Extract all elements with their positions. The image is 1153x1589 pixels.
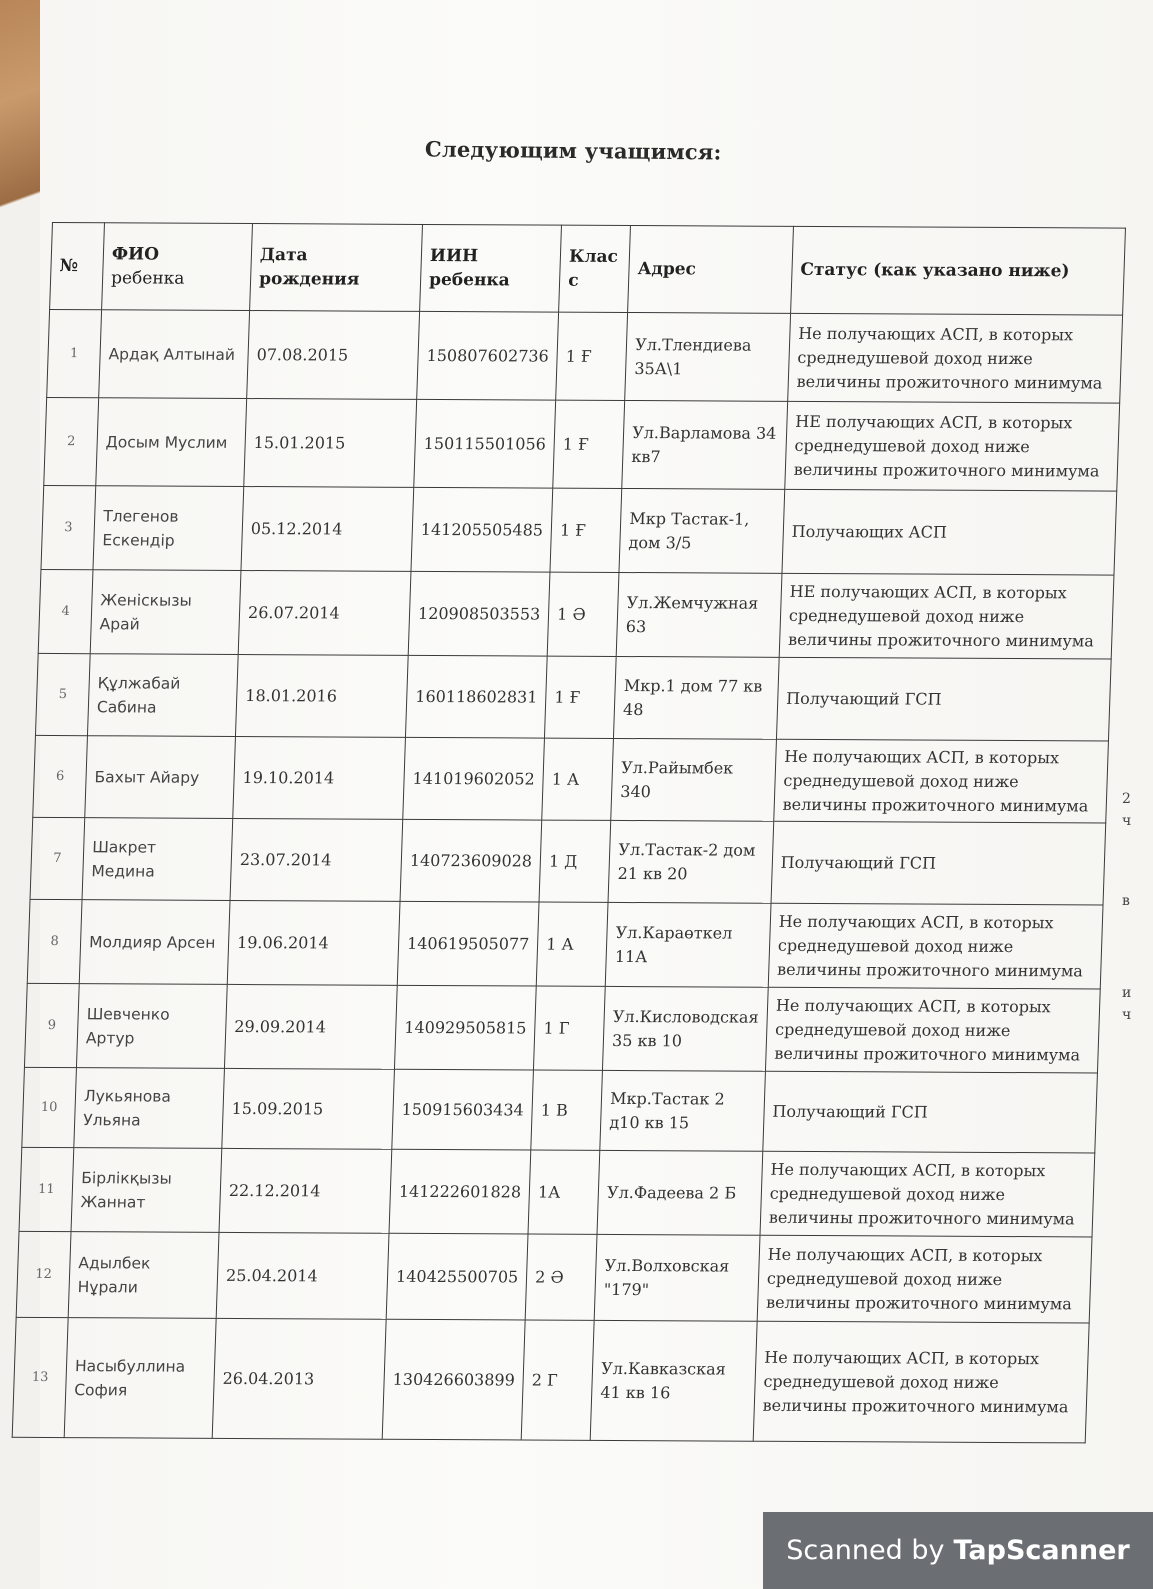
header-name-line2: ребенка [110,268,185,289]
header-iin [420,224,562,312]
row-num: 7 [30,817,85,899]
row-name: Насыбуллина София [64,1318,216,1439]
row-class: 1А [528,1150,600,1234]
header-iin-line1: ИИН [429,245,479,267]
row-iin: 140929505815 [394,985,536,1070]
row-status: Не получающих АСП, в которых среднедушевой доход ниже величины прожиточного минимума [774,739,1109,823]
table-header-row [50,223,1126,316]
row-status: Получающий ГСП [776,657,1111,741]
row-num: 8 [27,899,82,983]
header-address: Адрес [628,226,794,314]
row-status: Не получающих АСП, в которых среднедушевой доход ниже величины прожиточного минимума [768,903,1103,989]
row-dob: 26.07.2014 [238,570,411,655]
row-address: Ул.Тастак-2 дом 21 кв 20 [608,820,773,903]
row-class: 1 Ғ [550,488,622,572]
row-status: НЕ получающих АСП, в которых среднедушевой доход ниже величины прожиточного минимума [785,401,1120,491]
row-name: Шакрет Медина [82,818,233,901]
row-dob: 15.01.2015 [244,399,417,488]
row-iin: 130426603899 [382,1319,525,1440]
watermark-prefix: Scanned by [786,1535,945,1566]
table-row [24,983,1100,1073]
row-iin: 150807602736 [417,311,559,400]
table-row [27,899,1103,989]
row-class: 1 Ә [547,572,619,656]
row-address: Мкр Тастак-1, дом 3/5 [619,488,784,573]
row-address: Ул.Кавказская 41 кв 16 [590,1320,757,1441]
header-name [102,223,253,311]
header-status: Статус (как указано ниже) [790,226,1125,315]
row-status: НЕ получающих АСП, в которых среднедушевой доход ниже величины прожиточного минимума [779,573,1114,659]
row-name: Құлжабай Сабина [87,654,238,737]
header-class-line2: с [567,270,579,291]
row-name: Ардақ Алтынай [99,310,250,399]
header-dob: Дата рождения [250,224,423,312]
header-num: № [50,223,105,310]
row-iin: 140723609028 [400,819,542,902]
students-table-wrapper [12,222,1126,1443]
row-iin: 160118602831 [405,655,547,738]
right-mark: и [1122,985,1132,1001]
row-status: Не получающих АСП, в которых среднедушевой доход ниже величины прожиточного минимума [757,1235,1092,1323]
row-class: 1 Ғ [545,656,617,738]
row-dob: 18.01.2016 [235,654,408,737]
row-address: Ул.Караөткел 11А [605,902,770,987]
document-title: Следующим учащимся: [424,136,722,165]
row-class: 1 А [542,738,614,820]
row-address: Ул.Кисловодская 35 кв 10 [603,986,768,1071]
students-table [12,222,1126,1443]
row-class: 2 Г [521,1320,594,1440]
row-address: Мкр.Тастак 2 д10 кв 15 [600,1070,765,1151]
row-num: 6 [33,735,88,817]
row-status: Не получающих АСП, в которых среднедушевой доход ниже величины прожиточного минимума [753,1321,1089,1443]
row-class: 1 А [536,902,608,986]
row-num: 3 [41,485,96,569]
row-iin: 150915603434 [392,1069,534,1150]
row-dob: 19.06.2014 [227,900,400,985]
row-dob: 22.12.2014 [219,1148,392,1233]
row-num: 11 [19,1147,74,1231]
row-iin: 150115501056 [414,399,556,488]
header-name-line1: ФИО [111,244,160,265]
table-row [38,569,1114,659]
right-mark: ч [1122,1007,1132,1023]
row-address: Ул.Варламова 34 кв7 [622,401,788,490]
row-class: 1 Ғ [553,400,625,488]
header-class-line1: Клас [568,246,619,267]
row-class: 2 Ә [525,1234,597,1320]
table-row [22,1067,1097,1153]
row-iin: 141222601828 [389,1149,531,1234]
table-body [12,309,1122,1442]
watermark-brand: TapScanner [953,1535,1130,1566]
right-mark: в [1122,893,1130,909]
table-row [33,735,1109,823]
row-name: Бахыт Айару [85,736,236,819]
tapscanner-watermark [763,1512,1153,1589]
row-dob: 23.07.2014 [230,818,403,901]
right-margin-marks [1122,280,1142,1026]
row-num: 1 [47,309,102,397]
row-name: Досым Муслим [96,398,247,487]
right-mark: 2 [1122,791,1131,807]
row-dob: 05.12.2014 [241,487,414,572]
row-status: Получающий ГСП [771,821,1106,905]
row-status: Не получающих АСП, в которых среднедушевой доход ниже величины прожиточного минимума [788,313,1123,403]
table-row [16,1231,1092,1323]
row-num: 5 [35,653,90,735]
row-name: Адылбек Нұрали [68,1232,219,1319]
row-status: Не получающих АСП, в которых среднедушевой доход ниже величины прожиточного минимума [765,987,1100,1073]
row-iin: 141205505485 [411,487,553,572]
row-address: Мкр.1 дом 77 кв 48 [614,656,779,739]
row-dob: 26.04.2013 [212,1318,386,1439]
header-iin-line2: ребенка [428,269,511,291]
row-status: Получающий ГСП [763,1071,1098,1153]
row-class: 1 В [531,1070,603,1150]
row-name: Женіскызы Арай [90,570,241,655]
row-num: 13 [12,1317,68,1437]
row-dob: 29.09.2014 [224,984,397,1069]
row-class: 1 Ғ [556,312,628,400]
row-address: Ул.Тлендиева 35А\1 [625,313,791,402]
row-num: 4 [38,569,93,653]
row-status: Не получающих АСП, в которых среднедушевой доход ниже величины прожиточного минимума [760,1151,1095,1237]
row-num: 2 [44,397,99,485]
table-row [12,1317,1089,1443]
row-dob: 25.04.2014 [216,1232,389,1319]
row-address: Ул.Жемчужная 63 [616,572,781,657]
table-row [44,397,1120,491]
row-iin: 141019602052 [403,737,545,820]
row-class: 1 Д [539,820,611,902]
row-address: Ул.Фадеева 2 Б [597,1150,762,1235]
table-row [41,485,1117,575]
table-row [19,1147,1095,1237]
row-dob: 07.08.2015 [247,311,420,400]
row-name: Тлегенов Ескендір [93,486,244,571]
row-name: Лукьянова Ульяна [74,1068,225,1149]
row-class: 1 Г [534,986,606,1070]
row-iin: 120908503553 [408,571,550,656]
row-name: Молдияр Арсен [79,900,230,985]
row-name: Шевченко Артур [76,984,227,1069]
row-num: 9 [24,983,79,1067]
row-iin: 140619505077 [397,901,539,986]
table-row [35,653,1111,741]
row-status: Получающих АСП [782,489,1117,575]
row-name: Бірлікқызы Жаннат [71,1148,222,1233]
table-row [30,817,1106,905]
row-dob: 15.09.2015 [222,1068,395,1149]
row-num: 12 [16,1231,71,1317]
table-row [47,309,1123,403]
row-iin: 140425500705 [386,1233,528,1320]
row-address: Ул.Волховская "179" [594,1234,760,1321]
row-dob: 19.10.2014 [233,736,406,819]
row-address: Ул.Райымбек 340 [611,738,776,821]
row-num: 10 [22,1067,77,1147]
header-class [559,225,631,312]
right-mark: ч [1122,813,1132,829]
